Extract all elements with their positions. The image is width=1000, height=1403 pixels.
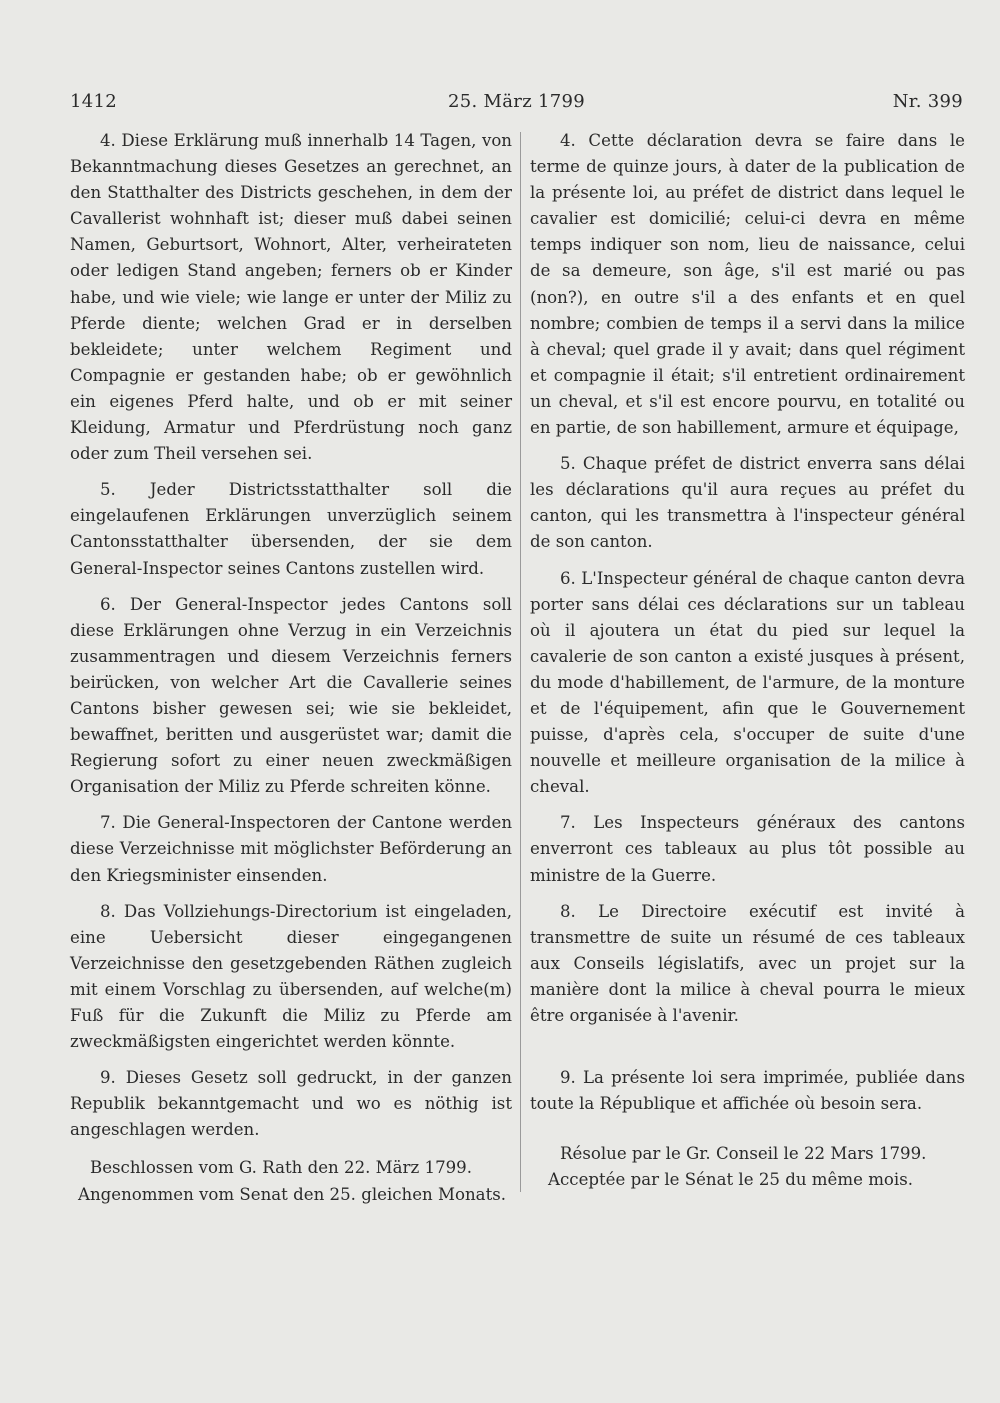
french-article-6: 6. L'Inspecteur général de chaque canton devra porter sans délai ces déclarations sur un tableau où il ajoutera un état du pied sur lequel la cavalerie de son canton a existé jusques à présent, du mode d'habillement, de l'armure, de la monture et de l'équipement, afin que le Gouvernement puisse, d'après cela, s'occuper de suite d'une nouvelle et meilleure organisation de la milice à cheval. [530, 568, 965, 797]
french-article-8: 8. Le Directoire exécutif est invité à transmettre de suite un résumé de ces tableaux aux Conseils législatifs, avec un projet sur la manière dont la milice à cheval pourra le mieux être organisée à l'avenir. [530, 901, 965, 1025]
french-article-4: 4. Cette déclaration devra se faire dans le terme de quinze jours, à dater de la publication de la présente loi, au préfet de district dans lequel le cavalier est domicilié; celui-ci devra en même temps indiquer son nom, lieu de naissance, celui de sa demeure, son âge, s'il est marié ou pas (non?), en outre s'il a des enfants et en quel nombre; combien de temps il a servi dans la milice à cheval; quel grade il y avait; dans quel régiment et compagnie il était; s'il entretient ordinairement un cheval, et s'il est encore pourvu, en totalité ou en partie, de son habillement, armure et équipage, [530, 131, 965, 438]
german-article-7: 7. Die General-Inspectoren der Cantone werden diese Verzeichnisse mit möglichster Beförderung an den Kriegsminister einsenden. [70, 813, 512, 885]
french-article-5: 5. Chaque préfet de district enverra sans délai les déclarations qu'il aura reçues au préfet du canton, qui les transmettra à l'inspecteur général de son canton. [530, 454, 965, 552]
german-article-6: 6. Der General-Inspector jedes Cantons soll diese Erklärungen ohne Verzug in ein Verzeichnis zusammentragen und diesem Verzeichnis ferners beirücken, von welcher Art die Cavallerie seines Cantons bisher gewesen sei; wie sie bekleidet, bewaffnet, beritten und ausgerüstet war; damit die Regierung sofort zu einer neuen zweckmäßigen Organisation der Miliz zu Pferde schreiten könne. [70, 594, 512, 797]
french-resolution-line: Résolue par le Gr. Conseil le 22 Mars 1799. [560, 1144, 927, 1164]
german-resolution-line: Beschlossen vom G. Rath den 22. März 1799. [90, 1158, 473, 1178]
header-date: 25. März 1799 [447, 91, 586, 112]
french-acceptance-line: Acceptée par le Sénat le 25 du même mois. [548, 1170, 914, 1190]
german-article-5: 5. Jeder Districtsstatthalter soll die eingelaufenen Erklärungen unverzüglich seinem Cantonsstatthalter übersenden, der sie dem General-Inspector seines Cantons zustellen wird. [70, 480, 512, 578]
column-divider [520, 132, 521, 1192]
french-column [530, 128, 965, 1193]
page-number: 1412 [70, 91, 118, 112]
german-article-9: 9. Dieses Gesetz soll gedruckt, in der ganzen Republik bekanntgemacht und wo es nöthig ist angeschlagen werden. [70, 1068, 512, 1140]
page-header [70, 91, 963, 115]
french-article-9: 9. La présente loi sera imprimée, publiée dans toute la République et affichée où besoin sera. [530, 1068, 965, 1114]
german-acceptance-line: Angenommen vom Senat den 25. gleichen Monats. [78, 1184, 507, 1204]
german-article-4: 4. Diese Erklärung muß innerhalb 14 Tagen, von Bekanntmachung dieses Gesetzes an gerechnet, an den Statthalter des Districts geschehen, in dem der Cavallerist wohnhaft ist; dieser muß dabei seinen Namen, Geburtsort, Wohnort, Alter, verheirateten oder ledigen Stand angeben; ferners ob er Kinder habe, und wie viele; wie lange er unter der Miliz zu Pferde diente; welchen Grad er in derselben bekleidete; unter welchem Regiment und Compagnie er gestanden habe; ob er gewöhnlich ein eigenes Pferd halte, und ob er mit seiner Kleidung, Armatur und Pferdrüstung noch ganz oder zum Theil versehen sei. [70, 131, 512, 464]
german-article-8: 8. Das Vollziehungs-Directorium ist eingeladen, eine Uebersicht dieser eingegangenen Verzeichnisse den gesetzgebenden Räthen zugleich mit einem Vorschlag zu übersenden, auf welche(m) Fuß für die Zukunft die Miliz zu Pferde am zweckmäßigsten eingerichtet werden könnte. [70, 901, 512, 1052]
french-closing [530, 1141, 965, 1193]
document-number: Nr. 399 [892, 91, 963, 112]
german-closing [70, 1155, 512, 1207]
french-article-7: 7. Les Inspecteurs généraux des cantons enverront ces tableaux au plus tôt possible au ministre de la Guerre. [530, 813, 965, 885]
german-column [70, 128, 512, 1208]
